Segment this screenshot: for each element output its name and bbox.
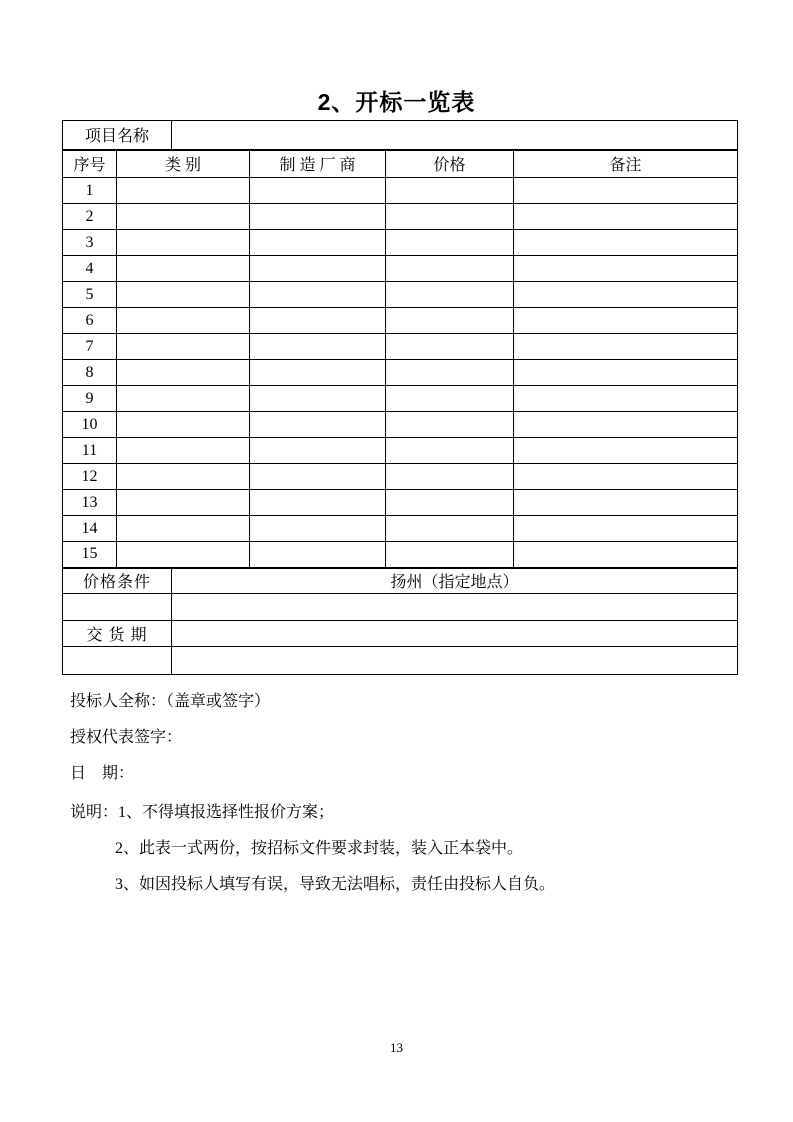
notes-line-3: 3、如因投标人填写有误，导致无法唱标，责任由投标人自负。 xyxy=(115,876,556,893)
column-header-remark: 备注 xyxy=(514,150,738,178)
cell-category xyxy=(117,308,250,334)
price-condition-extra-value xyxy=(172,594,738,621)
delivery-extra-row xyxy=(63,647,738,675)
row-no: 4 xyxy=(63,256,117,282)
row-no: 3 xyxy=(63,230,117,256)
table-row xyxy=(63,334,738,360)
row-no: 13 xyxy=(63,490,117,516)
table-row xyxy=(63,490,738,516)
cell-category xyxy=(117,516,250,542)
row-no: 10 xyxy=(63,412,117,438)
date-line: 日 期： xyxy=(70,765,135,782)
table-row xyxy=(63,230,738,256)
cell-price xyxy=(386,282,514,308)
cell-remark xyxy=(514,438,738,464)
delivery-extra-value xyxy=(172,647,738,675)
cell-category xyxy=(117,334,250,360)
price-condition-label: 价格条件 xyxy=(63,568,172,594)
table-row xyxy=(63,464,738,490)
cell-price xyxy=(386,230,514,256)
row-no: 15 xyxy=(63,542,117,568)
cell-manufacturer xyxy=(250,360,386,386)
row-no: 5 xyxy=(63,282,117,308)
cell-remark xyxy=(514,230,738,256)
cell-manufacturer xyxy=(250,256,386,282)
cell-remark xyxy=(514,386,738,412)
table-row xyxy=(63,542,738,568)
representative-signature-line: 授权代表签字： xyxy=(70,729,183,746)
row-no: 6 xyxy=(63,308,117,334)
empty-label-cell xyxy=(63,647,172,675)
notes-label: 说明： xyxy=(70,804,119,821)
row-no: 8 xyxy=(63,360,117,386)
cell-remark xyxy=(514,516,738,542)
empty-label-cell xyxy=(63,594,172,621)
cell-category xyxy=(117,360,250,386)
cell-category xyxy=(117,490,250,516)
cell-remark xyxy=(514,412,738,438)
cell-remark xyxy=(514,334,738,360)
cell-category xyxy=(117,464,250,490)
cell-manufacturer xyxy=(250,438,386,464)
row-no: 1 xyxy=(63,178,117,204)
cell-category xyxy=(117,412,250,438)
price-condition-extra-row xyxy=(63,594,738,621)
cell-manufacturer xyxy=(250,178,386,204)
cell-category xyxy=(117,204,250,230)
cell-manufacturer xyxy=(250,412,386,438)
cell-remark xyxy=(514,282,738,308)
bid-opening-table xyxy=(62,120,738,675)
bidder-name-line: 投标人全称：（盖章或签字） xyxy=(70,693,271,710)
note-item-1: 1、不得填报选择性报价方案； xyxy=(118,804,335,821)
project-name-value xyxy=(172,121,738,150)
table-row xyxy=(63,386,738,412)
column-header-category: 类 别 xyxy=(117,150,250,178)
cell-category xyxy=(117,256,250,282)
project-name-label: 项目名称 xyxy=(63,121,172,150)
cell-manufacturer xyxy=(250,308,386,334)
cell-category xyxy=(117,230,250,256)
table-row xyxy=(63,204,738,230)
cell-price xyxy=(386,412,514,438)
cell-manufacturer xyxy=(250,282,386,308)
table-row xyxy=(63,282,738,308)
cell-manufacturer xyxy=(250,490,386,516)
row-no: 9 xyxy=(63,386,117,412)
delivery-value xyxy=(172,621,738,647)
page-number: 13 xyxy=(390,1040,403,1055)
row-no: 7 xyxy=(63,334,117,360)
cell-remark xyxy=(514,308,738,334)
cell-price xyxy=(386,464,514,490)
cell-price xyxy=(386,386,514,412)
row-no: 11 xyxy=(63,438,117,464)
cell-category xyxy=(117,178,250,204)
cell-price xyxy=(386,490,514,516)
project-name-row xyxy=(63,121,738,150)
cell-category xyxy=(117,282,250,308)
cell-price xyxy=(386,308,514,334)
cell-price xyxy=(386,542,514,568)
cell-price xyxy=(386,256,514,282)
cell-category xyxy=(117,386,250,412)
cell-price xyxy=(386,360,514,386)
table-row xyxy=(63,360,738,386)
page-title: 2、开标一览表 xyxy=(317,89,476,115)
table-row xyxy=(63,178,738,204)
cell-remark xyxy=(514,542,738,568)
table-row xyxy=(63,438,738,464)
column-header-manufacturer: 制 造 厂 商 xyxy=(250,150,386,178)
cell-manufacturer xyxy=(250,334,386,360)
notes-line-2: 2、此表一式两份，按招标文件要求封装，装入正本袋中。 xyxy=(115,840,524,857)
cell-category xyxy=(117,438,250,464)
price-condition-value: 扬州（指定地点） xyxy=(172,568,738,594)
cell-manufacturer xyxy=(250,464,386,490)
cell-manufacturer xyxy=(250,516,386,542)
cell-price xyxy=(386,438,514,464)
table-row xyxy=(63,256,738,282)
table-row xyxy=(63,308,738,334)
cell-manufacturer xyxy=(250,230,386,256)
cell-remark xyxy=(514,490,738,516)
delivery-row xyxy=(63,621,738,647)
row-no: 2 xyxy=(63,204,117,230)
column-header-price: 价格 xyxy=(386,150,514,178)
price-condition-row xyxy=(63,568,738,594)
row-no: 14 xyxy=(63,516,117,542)
cell-remark xyxy=(514,464,738,490)
cell-remark xyxy=(514,178,738,204)
table-row xyxy=(63,412,738,438)
cell-remark xyxy=(514,360,738,386)
notes-line-1 xyxy=(70,799,334,822)
cell-manufacturer xyxy=(250,204,386,230)
cell-price xyxy=(386,334,514,360)
cell-remark xyxy=(514,204,738,230)
row-no: 12 xyxy=(63,464,117,490)
table-header-row xyxy=(63,150,738,178)
cell-remark xyxy=(514,256,738,282)
cell-price xyxy=(386,516,514,542)
column-header-no: 序号 xyxy=(63,150,117,178)
cell-price xyxy=(386,204,514,230)
cell-manufacturer xyxy=(250,542,386,568)
table-row xyxy=(63,516,738,542)
cell-price xyxy=(386,178,514,204)
delivery-label: 交 货 期 xyxy=(63,621,172,647)
cell-manufacturer xyxy=(250,386,386,412)
cell-category xyxy=(117,542,250,568)
